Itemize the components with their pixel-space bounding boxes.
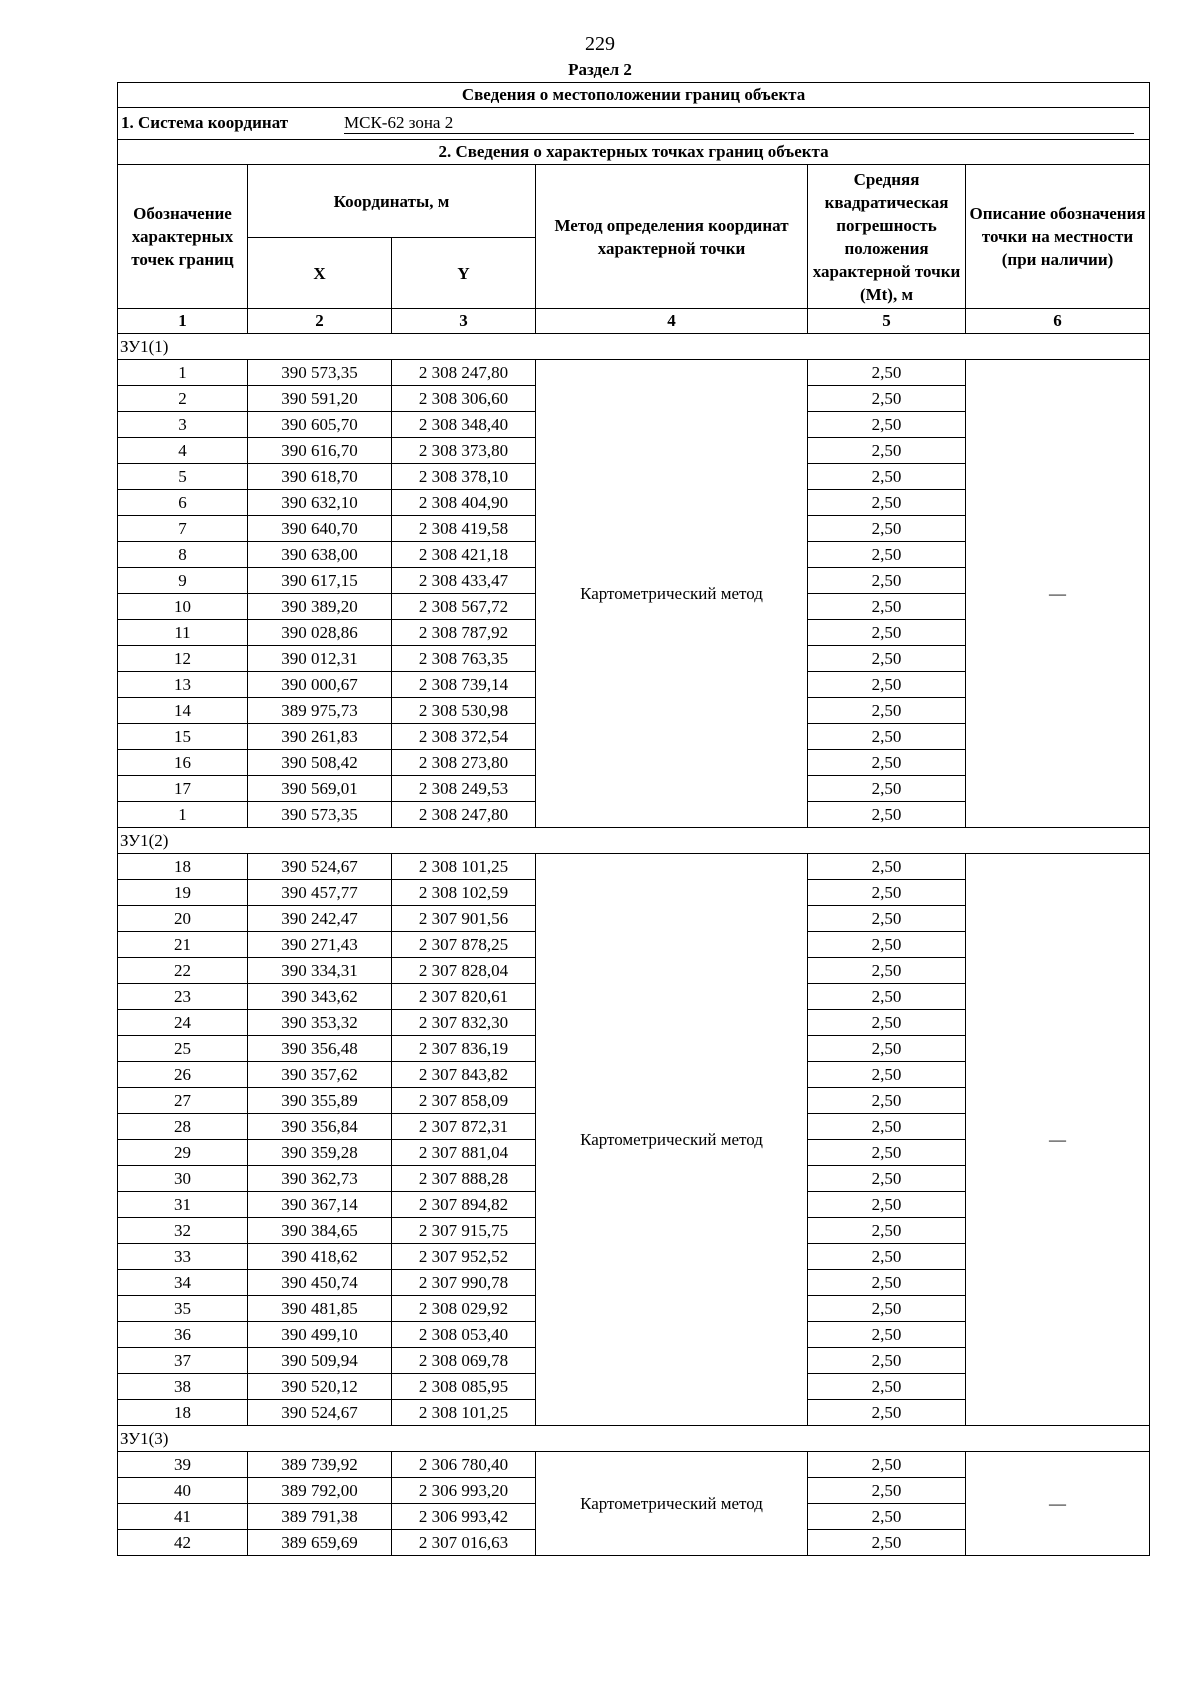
error-value: 2,50 xyxy=(808,1504,966,1530)
coord-y: 2 308 348,40 xyxy=(392,412,536,438)
point-number: 35 xyxy=(118,1296,248,1322)
error-value: 2,50 xyxy=(808,854,966,880)
coord-x: 390 524,67 xyxy=(248,854,392,880)
error-value: 2,50 xyxy=(808,516,966,542)
point-number: 39 xyxy=(118,1452,248,1478)
error-value: 2,50 xyxy=(808,1010,966,1036)
coord-y: 2 308 530,98 xyxy=(392,698,536,724)
coord-y: 2 308 306,60 xyxy=(392,386,536,412)
header-x: X xyxy=(248,238,392,309)
table-row xyxy=(118,360,1150,386)
header-y: Y xyxy=(392,238,536,309)
coord-x: 389 739,92 xyxy=(248,1452,392,1478)
coord-x: 390 355,89 xyxy=(248,1088,392,1114)
coord-x: 390 509,94 xyxy=(248,1348,392,1374)
coord-y: 2 307 881,04 xyxy=(392,1140,536,1166)
error-value: 2,50 xyxy=(808,672,966,698)
point-number: 28 xyxy=(118,1114,248,1140)
error-value: 2,50 xyxy=(808,1114,966,1140)
coord-x: 390 389,20 xyxy=(248,594,392,620)
coord-y: 2 308 419,58 xyxy=(392,516,536,542)
error-value: 2,50 xyxy=(808,776,966,802)
coord-y: 2 307 820,61 xyxy=(392,984,536,1010)
group-label: ЗУ1(1) xyxy=(118,334,1150,360)
error-value: 2,50 xyxy=(808,1218,966,1244)
coord-x: 390 605,70 xyxy=(248,412,392,438)
coord-y: 2 306 780,40 xyxy=(392,1452,536,1478)
error-value: 2,50 xyxy=(808,802,966,828)
coord-y: 2 308 567,72 xyxy=(392,594,536,620)
description-cell: — xyxy=(966,854,1150,1426)
column-number-5: 5 xyxy=(808,309,966,334)
error-value: 2,50 xyxy=(808,542,966,568)
error-value: 2,50 xyxy=(808,464,966,490)
coord-y: 2 308 404,90 xyxy=(392,490,536,516)
point-number: 9 xyxy=(118,568,248,594)
error-value: 2,50 xyxy=(808,906,966,932)
error-value: 2,50 xyxy=(808,438,966,464)
error-value: 2,50 xyxy=(808,1088,966,1114)
coord-x: 390 357,62 xyxy=(248,1062,392,1088)
point-number: 3 xyxy=(118,412,248,438)
coord-y: 2 307 878,25 xyxy=(392,932,536,958)
coord-x: 390 591,20 xyxy=(248,386,392,412)
group-label: ЗУ1(3) xyxy=(118,1426,1150,1452)
coord-x: 390 520,12 xyxy=(248,1374,392,1400)
coord-y: 2 307 901,56 xyxy=(392,906,536,932)
method-cell: Картометрический метод xyxy=(536,360,808,828)
coord-x: 390 450,74 xyxy=(248,1270,392,1296)
error-value: 2,50 xyxy=(808,1166,966,1192)
coord-x: 390 508,42 xyxy=(248,750,392,776)
coord-x: 389 792,00 xyxy=(248,1478,392,1504)
coord-y: 2 307 872,31 xyxy=(392,1114,536,1140)
column-number-2: 2 xyxy=(248,309,392,334)
point-number: 42 xyxy=(118,1530,248,1556)
coord-x: 390 418,62 xyxy=(248,1244,392,1270)
coord-y: 2 308 101,25 xyxy=(392,854,536,880)
error-value: 2,50 xyxy=(808,724,966,750)
point-number: 1 xyxy=(118,802,248,828)
point-number: 11 xyxy=(118,620,248,646)
description-cell: — xyxy=(966,1452,1150,1556)
column-number-3: 3 xyxy=(392,309,536,334)
point-number: 37 xyxy=(118,1348,248,1374)
coord-y: 2 308 373,80 xyxy=(392,438,536,464)
column-number-4: 4 xyxy=(536,309,808,334)
error-value: 2,50 xyxy=(808,386,966,412)
header-coords: Координаты, м xyxy=(248,165,536,238)
coord-x: 390 616,70 xyxy=(248,438,392,464)
coord-x: 390 640,70 xyxy=(248,516,392,542)
coord-x: 390 271,43 xyxy=(248,932,392,958)
error-value: 2,50 xyxy=(808,1348,966,1374)
point-number: 18 xyxy=(118,854,248,880)
coord-x: 390 343,62 xyxy=(248,984,392,1010)
coord-x: 390 457,77 xyxy=(248,880,392,906)
coord-x: 390 499,10 xyxy=(248,1322,392,1348)
error-value: 2,50 xyxy=(808,1374,966,1400)
error-value: 2,50 xyxy=(808,1322,966,1348)
error-value: 2,50 xyxy=(808,984,966,1010)
coord-x: 390 261,83 xyxy=(248,724,392,750)
point-number: 41 xyxy=(118,1504,248,1530)
coord-x: 390 617,15 xyxy=(248,568,392,594)
coord-x: 389 659,69 xyxy=(248,1530,392,1556)
coord-x: 390 353,32 xyxy=(248,1010,392,1036)
column-number-1: 1 xyxy=(118,309,248,334)
error-value: 2,50 xyxy=(808,412,966,438)
error-value: 2,50 xyxy=(808,1140,966,1166)
point-number: 21 xyxy=(118,932,248,958)
boundary-table xyxy=(117,82,1150,1556)
point-number: 20 xyxy=(118,906,248,932)
coord-y: 2 306 993,20 xyxy=(392,1478,536,1504)
point-number: 12 xyxy=(118,646,248,672)
point-number: 32 xyxy=(118,1218,248,1244)
error-value: 2,50 xyxy=(808,958,966,984)
error-value: 2,50 xyxy=(808,1530,966,1556)
point-number: 2 xyxy=(118,386,248,412)
coord-y: 2 308 247,80 xyxy=(392,360,536,386)
coord-x: 390 000,67 xyxy=(248,672,392,698)
point-number: 38 xyxy=(118,1374,248,1400)
header-designation: Обозначение характерных точек границ xyxy=(118,165,248,309)
error-value: 2,50 xyxy=(808,1270,966,1296)
coord-y: 2 307 990,78 xyxy=(392,1270,536,1296)
coord-y: 2 307 016,63 xyxy=(392,1530,536,1556)
coord-y: 2 307 832,30 xyxy=(392,1010,536,1036)
coord-x: 390 028,86 xyxy=(248,620,392,646)
point-number: 19 xyxy=(118,880,248,906)
coord-x: 390 618,70 xyxy=(248,464,392,490)
coord-y: 2 308 378,10 xyxy=(392,464,536,490)
point-number: 23 xyxy=(118,984,248,1010)
coord-y: 2 308 787,92 xyxy=(392,620,536,646)
coord-y: 2 306 993,42 xyxy=(392,1504,536,1530)
error-value: 2,50 xyxy=(808,1452,966,1478)
error-value: 2,50 xyxy=(808,1296,966,1322)
point-number: 6 xyxy=(118,490,248,516)
coord-x: 389 975,73 xyxy=(248,698,392,724)
error-value: 2,50 xyxy=(808,932,966,958)
coord-y: 2 308 101,25 xyxy=(392,1400,536,1426)
coord-y: 2 308 763,35 xyxy=(392,646,536,672)
section-title: Раздел 2 xyxy=(568,60,632,79)
coord-y: 2 307 843,82 xyxy=(392,1062,536,1088)
point-number: 31 xyxy=(118,1192,248,1218)
page-number: 229 xyxy=(585,33,615,55)
coord-x: 390 573,35 xyxy=(248,802,392,828)
point-number: 13 xyxy=(118,672,248,698)
coord-system-value: МСК-62 зона 2 xyxy=(344,113,1134,134)
table-row xyxy=(118,1452,1150,1478)
coord-x: 390 356,84 xyxy=(248,1114,392,1140)
point-number: 4 xyxy=(118,438,248,464)
table-title: Сведения о местоположении границ объекта xyxy=(118,83,1150,108)
header-description: Описание обозначения точки на местности (при наличии) xyxy=(966,165,1150,309)
point-number: 29 xyxy=(118,1140,248,1166)
coord-x: 390 367,14 xyxy=(248,1192,392,1218)
coord-y: 2 308 029,92 xyxy=(392,1296,536,1322)
error-value: 2,50 xyxy=(808,698,966,724)
column-number-6: 6 xyxy=(966,309,1150,334)
error-value: 2,50 xyxy=(808,568,966,594)
coord-x: 390 638,00 xyxy=(248,542,392,568)
table-row xyxy=(118,854,1150,880)
coord-y: 2 308 249,53 xyxy=(392,776,536,802)
coord-x: 390 334,31 xyxy=(248,958,392,984)
coord-x: 390 632,10 xyxy=(248,490,392,516)
point-number: 14 xyxy=(118,698,248,724)
coord-y: 2 308 433,47 xyxy=(392,568,536,594)
point-number: 36 xyxy=(118,1322,248,1348)
coord-x: 390 242,47 xyxy=(248,906,392,932)
error-value: 2,50 xyxy=(808,880,966,906)
coord-x: 389 791,38 xyxy=(248,1504,392,1530)
coord-y: 2 308 421,18 xyxy=(392,542,536,568)
error-value: 2,50 xyxy=(808,1244,966,1270)
header-method: Метод определения координат характерной точки xyxy=(536,165,808,309)
point-number: 16 xyxy=(118,750,248,776)
coord-y: 2 308 247,80 xyxy=(392,802,536,828)
coord-y: 2 308 085,95 xyxy=(392,1374,536,1400)
group-label: ЗУ1(2) xyxy=(118,828,1150,854)
point-number: 27 xyxy=(118,1088,248,1114)
coord-y: 2 308 069,78 xyxy=(392,1348,536,1374)
error-value: 2,50 xyxy=(808,1062,966,1088)
point-number: 30 xyxy=(118,1166,248,1192)
coord-x: 390 524,67 xyxy=(248,1400,392,1426)
point-number: 40 xyxy=(118,1478,248,1504)
point-number: 8 xyxy=(118,542,248,568)
coord-y: 2 307 888,28 xyxy=(392,1166,536,1192)
coord-y: 2 308 053,40 xyxy=(392,1322,536,1348)
error-value: 2,50 xyxy=(808,646,966,672)
error-value: 2,50 xyxy=(808,490,966,516)
coord-system-row xyxy=(118,108,1150,140)
coord-y: 2 307 828,04 xyxy=(392,958,536,984)
point-number: 15 xyxy=(118,724,248,750)
error-value: 2,50 xyxy=(808,1478,966,1504)
error-value: 2,50 xyxy=(808,620,966,646)
coord-y: 2 308 102,59 xyxy=(392,880,536,906)
coord-x: 390 573,35 xyxy=(248,360,392,386)
error-value: 2,50 xyxy=(808,360,966,386)
coord-x: 390 012,31 xyxy=(248,646,392,672)
error-value: 2,50 xyxy=(808,1400,966,1426)
coord-system-label: 1. Система координат xyxy=(121,113,289,132)
points-title: 2. Сведения о характерных точках границ объекта xyxy=(118,140,1150,165)
error-value: 2,50 xyxy=(808,1192,966,1218)
method-cell: Картометрический метод xyxy=(536,1452,808,1556)
coord-y: 2 307 915,75 xyxy=(392,1218,536,1244)
point-number: 7 xyxy=(118,516,248,542)
coord-x: 390 362,73 xyxy=(248,1166,392,1192)
coord-y: 2 308 372,54 xyxy=(392,724,536,750)
point-number: 26 xyxy=(118,1062,248,1088)
point-number: 5 xyxy=(118,464,248,490)
point-number: 22 xyxy=(118,958,248,984)
coord-y: 2 308 739,14 xyxy=(392,672,536,698)
header-error: Средняя квадратическая погрешность положения характерной точки (Mt), м xyxy=(808,165,966,309)
method-cell: Картометрический метод xyxy=(536,854,808,1426)
point-number: 1 xyxy=(118,360,248,386)
coord-x: 390 359,28 xyxy=(248,1140,392,1166)
coord-y: 2 308 273,80 xyxy=(392,750,536,776)
coord-y: 2 307 952,52 xyxy=(392,1244,536,1270)
error-value: 2,50 xyxy=(808,1036,966,1062)
point-number: 33 xyxy=(118,1244,248,1270)
description-cell: — xyxy=(966,360,1150,828)
error-value: 2,50 xyxy=(808,750,966,776)
coord-x: 390 569,01 xyxy=(248,776,392,802)
point-number: 10 xyxy=(118,594,248,620)
coord-y: 2 307 836,19 xyxy=(392,1036,536,1062)
point-number: 18 xyxy=(118,1400,248,1426)
point-number: 24 xyxy=(118,1010,248,1036)
coord-x: 390 481,85 xyxy=(248,1296,392,1322)
coord-y: 2 307 894,82 xyxy=(392,1192,536,1218)
error-value: 2,50 xyxy=(808,594,966,620)
point-number: 34 xyxy=(118,1270,248,1296)
coord-x: 390 356,48 xyxy=(248,1036,392,1062)
point-number: 17 xyxy=(118,776,248,802)
coord-y: 2 307 858,09 xyxy=(392,1088,536,1114)
point-number: 25 xyxy=(118,1036,248,1062)
coord-x: 390 384,65 xyxy=(248,1218,392,1244)
